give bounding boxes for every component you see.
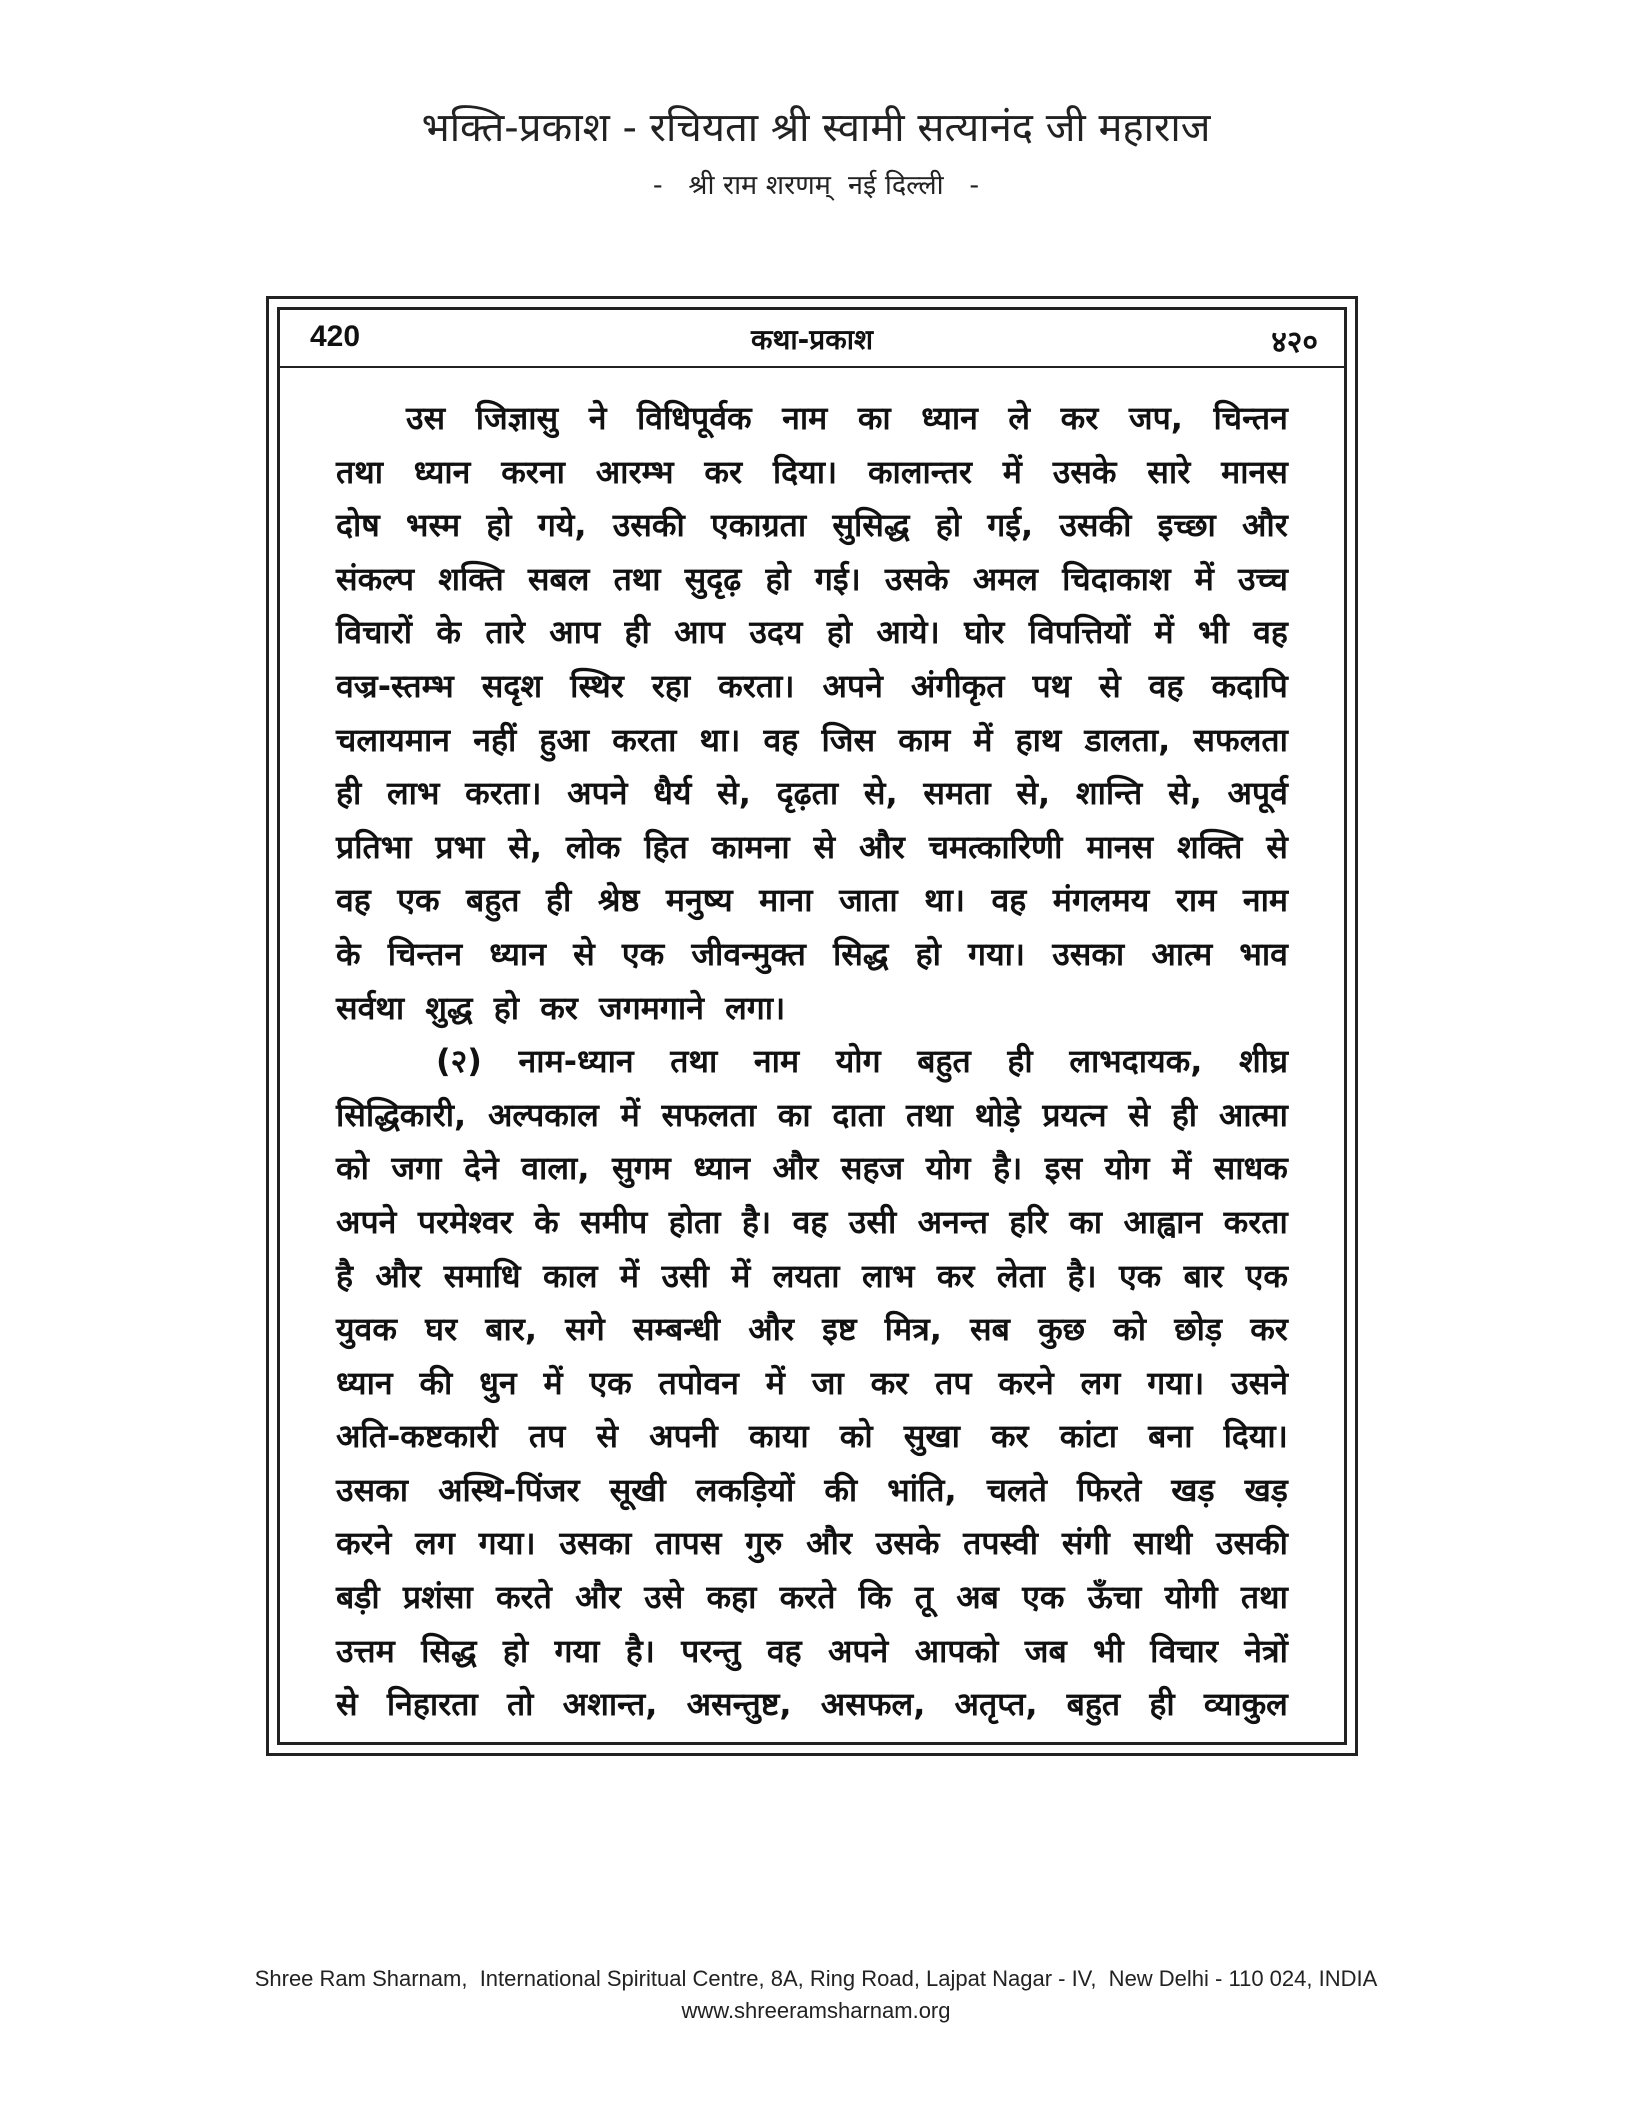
body-line: दोष भस्म हो गये, उसकी एकाग्रता सुसिद्ध हो गई, उसकी इच्छा और bbox=[336, 506, 1288, 545]
document-title: भक्ति-प्रकाश - रचियता श्री स्वामी सत्यानंद जी महाराज bbox=[421, 105, 1211, 151]
body-line: ध्यान की धुन में एक तपोवन में जा कर तप करने लग गया। उसने bbox=[336, 1363, 1288, 1402]
body-line: ही लाभ करता। अपने धैर्य से, दृढ़ता से, समता से, शान्ति से, अपूर्व bbox=[336, 774, 1288, 813]
body-line: उस जिज्ञासु ने विधिपूर्वक नाम का ध्यान ले कर जप, चिन्तन bbox=[406, 399, 1288, 437]
body-line: वज्र-स्तम्भ सदृश स्थिर रहा करता। अपने अंगीकृत पथ से वह कदापि bbox=[336, 666, 1288, 705]
body-line: प्रतिभा प्रभा से, लोक हित कामना से और चमत्कारिणी मानस शक्ति से bbox=[336, 827, 1288, 866]
body-line: (२) नाम-ध्यान तथा नाम योग बहुत ही लाभदायक, शीघ्र bbox=[436, 1042, 1288, 1081]
page-frame bbox=[266, 296, 1358, 1756]
running-head bbox=[280, 314, 1344, 368]
body-line: उत्तम सिद्ध हो गया है। परन्तु वह अपने आपको जब भी विचार नेत्रों bbox=[336, 1631, 1288, 1670]
body-line: बड़ी प्रशंसा करते और उसे कहा करते कि तू अब एक ऊँचा योगी तथा bbox=[336, 1578, 1288, 1617]
body-line: करने लग गया। उसका तापस गुरु और उसके तपस्वी संगी साथी उसकी bbox=[336, 1524, 1288, 1563]
body-line: अति-कष्टकारी तप से अपनी काया को सुखा कर कांटा बना दिया। bbox=[336, 1417, 1288, 1456]
footer-website: www.shreeramsharnam.org bbox=[681, 1998, 951, 2023]
section-title: कथा-प्रकाश bbox=[751, 323, 873, 356]
body-line: तथा ध्यान करना आरम्भ कर दिया। कालान्तर में उसके सारे मानस bbox=[336, 452, 1288, 491]
body-line: वह एक बहुत ही श्रेष्ठ मनुष्य माना जाता था। वह मंगलमय राम नाम bbox=[336, 881, 1288, 920]
body-line: चलायमान नहीं हुआ करता था। वह जिस काम में हाथ डालता, सफलता bbox=[336, 720, 1288, 759]
page-frame-inner bbox=[277, 307, 1347, 1745]
page-number-arabic: 420 bbox=[310, 320, 361, 353]
footer-address: Shree Ram Sharnam, International Spiritual Centre, 8A, Ring Road, Lajpat Nagar - IV, New Delhi - 110 024, INDIA bbox=[254, 1966, 1378, 1991]
body-line: से निहारता तो अशान्त, असन्तुष्ट, असफल, अतृप्त, बहुत ही व्याकुल bbox=[336, 1685, 1288, 1724]
body-text bbox=[336, 392, 1288, 1732]
body-line: युवक घर बार, सगे सम्बन्धी और इष्ट मित्र, सब कुछ को छोड़ कर bbox=[336, 1310, 1288, 1349]
body-line: को जगा देने वाला, सुगम ध्यान और सहज योग है। इस योग में साधक bbox=[336, 1149, 1288, 1188]
page-number-devanagari: ४२० bbox=[1271, 325, 1318, 360]
body-line: विचारों के तारे आप ही आप उदय हो आये। घोर विपत्तियों में भी वह bbox=[336, 613, 1288, 652]
body-line: अपने परमेश्वर के समीप होता है। वह उसी अनन्त हरि का आह्वान करता bbox=[336, 1202, 1288, 1241]
body-line: संकल्प शक्ति सबल तथा सुदृढ़ हो गई। उसके अमल चिदाकाश में उच्च bbox=[336, 559, 1288, 598]
body-line: है और समाधि काल में उसी में लयता लाभ कर लेता है। एक बार एक bbox=[336, 1256, 1288, 1295]
body-line: सिद्धिकारी, अल्पकाल में सफलता का दाता तथा थोड़े प्रयत्न से ही आत्मा bbox=[336, 1095, 1288, 1134]
body-line: के चिन्तन ध्यान से एक जीवन्मुक्त सिद्ध हो गया। उसका आत्म भाव bbox=[336, 934, 1288, 973]
body-line: सर्वथा शुद्ध हो कर जगमगाने लगा। bbox=[336, 988, 786, 1027]
body-line: उसका अस्थि-पिंजर सूखी लकड़ियों की भांति, चलते फिरते खड़ खड़ bbox=[336, 1470, 1288, 1509]
document-subtitle: - श्री राम शरणम् नई दिल्ली - bbox=[652, 170, 980, 201]
